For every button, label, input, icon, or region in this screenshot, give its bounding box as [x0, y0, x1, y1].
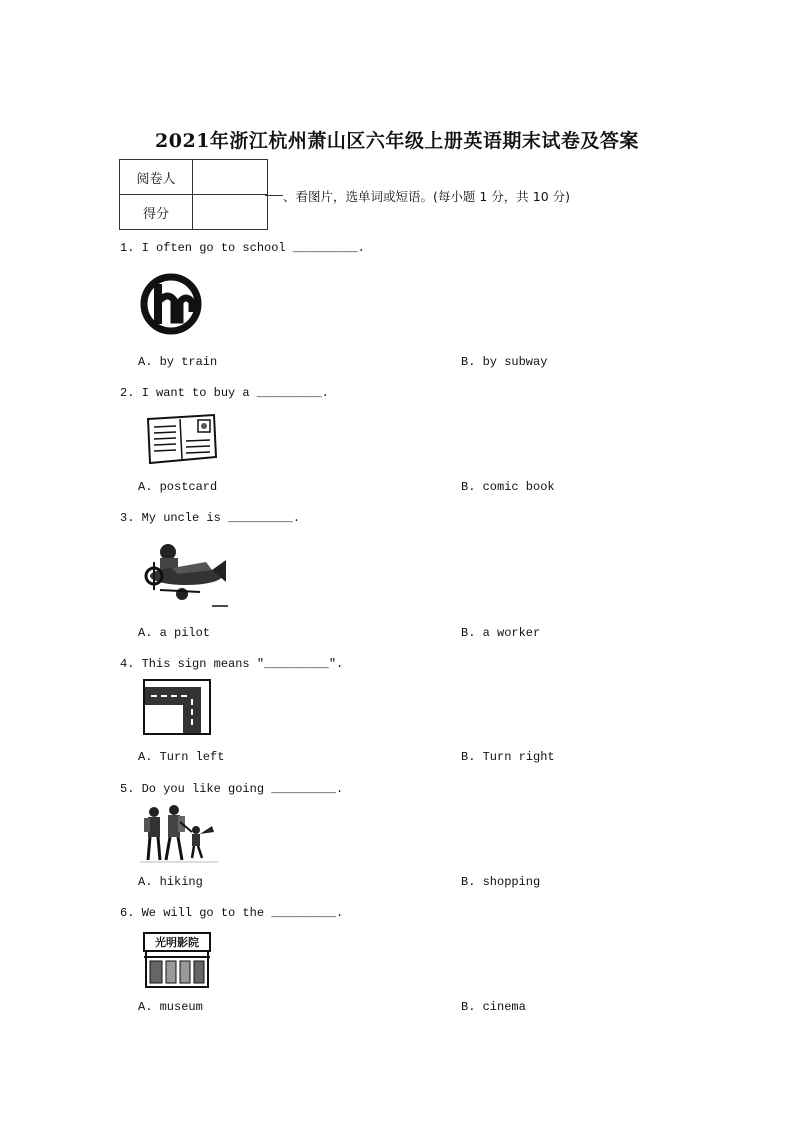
hiking-family-icon: [140, 804, 220, 864]
q2-option-a: A. postcard: [138, 480, 218, 494]
section-divider: [265, 195, 283, 196]
pilot-plane-icon: [142, 540, 230, 608]
cinema-sign-text: 光明影院: [155, 936, 199, 949]
q3-option-a: A. a pilot: [138, 626, 211, 640]
q5-option-b: B. shopping: [461, 875, 541, 889]
q1-option-b: B. by subway: [461, 355, 548, 369]
page-title: 2021年浙江杭州萧山区六年级上册英语期末试卷及答案: [155, 130, 639, 152]
q6-option-a: A. museum: [138, 1000, 203, 1014]
q3-option-b: B. a worker: [461, 626, 541, 640]
q1-option-a: A. by train: [138, 355, 218, 369]
score-field: [193, 195, 268, 230]
question-1: 1. I often go to school _________.: [120, 241, 365, 255]
score-label: 得分: [120, 195, 193, 230]
grader-table: [119, 159, 268, 230]
turn-sign-icon: [143, 679, 211, 735]
q2-option-b: B. comic book: [461, 480, 555, 494]
question-3: 3. My uncle is _________.: [120, 511, 301, 525]
q6-option-b: B. cinema: [461, 1000, 526, 1014]
q5-option-a: A. hiking: [138, 875, 203, 889]
postcard-icon: [146, 413, 218, 465]
question-2: 2. I want to buy a _________.: [120, 386, 329, 400]
question-6: 6. We will go to the _________.: [120, 906, 344, 920]
q4-option-a: A. Turn left: [138, 750, 225, 764]
question-4: 4. This sign means "_________".: [120, 657, 344, 671]
q4-option-b: B. Turn right: [461, 750, 555, 764]
reviewer-label: 阅卷人: [120, 160, 193, 195]
metro-logo-icon: [138, 272, 204, 336]
section-heading: 、看图片，选单词或短语。(每小题 1 分，共 10 分): [283, 189, 571, 204]
question-5: 5. Do you like going _________.: [120, 782, 344, 796]
reviewer-field: [193, 160, 268, 195]
cinema-building-icon: [142, 931, 214, 989]
